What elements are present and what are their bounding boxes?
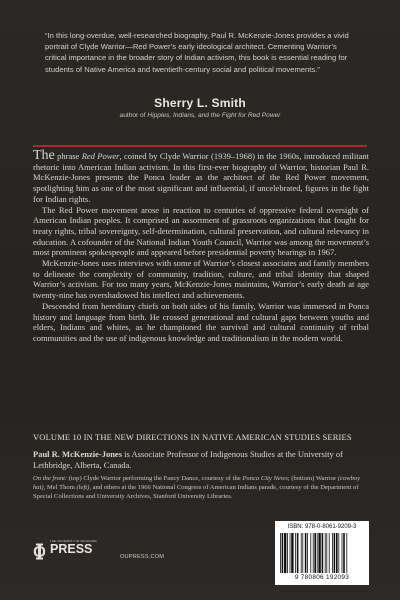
publisher-name: PRESS — [50, 542, 93, 556]
barcode-bar — [318, 533, 320, 573]
barcode-bar — [313, 533, 314, 573]
ou-logo-icon — [33, 543, 46, 560]
barcode-bar — [310, 533, 311, 573]
barcode-bar — [301, 533, 302, 573]
author-name: Paul R. McKenzie-Jones — [33, 449, 122, 459]
barcode-bar — [284, 533, 286, 573]
endorser-credential: author of Hippies, Indians, and the Fight for Red Power — [119, 112, 281, 119]
red-divider — [33, 145, 367, 147]
description-paragraph-4: Descended from hereditary chiefs on both sides of his family, Warrior was immersed in Ponca history and language from birth. He crossed generational and cultural gaps between youths and elders, Indians and whites, as he championed the survival and cultural continuity of tribal communities and the use of indigenous knowledge and traditionalism in the modern world. — [33, 300, 369, 343]
isbn-number: ISBN: 978-0-8061-9209-3 — [287, 524, 357, 530]
endorser-name: Sherry L. Smith — [154, 96, 246, 110]
isbn-barcode — [275, 521, 369, 585]
publisher-university: THE UNIVERSITY OF OKLAHOMA — [50, 539, 97, 543]
barcode-bar — [336, 533, 338, 573]
description-paragraph-1: The phrase Red Power, coined by Clyde Warrior (1939–1968) in the 1960s, introduced militant rhetoric into American Indian activism. In this first-ever biography of Warrior, historian Paul R. McKenzie-Jones presents the Ponca leader as the architect of the Red Power movement, spotlighting him as one of the most significant and influential, if uncelebrated, figures in the fight for Indian rights. — [33, 148, 369, 204]
barcode-bar — [295, 533, 296, 573]
endorser-book-title: Hippies, Indians, and the Fight for Red Power — [147, 112, 281, 119]
barcode-bar — [280, 533, 281, 573]
author-bio: Paul R. McKenzie-Jones is Associate Professor of Indigenous Studies at the University of Lethbridge, Alberta, Canada. — [33, 449, 343, 470]
barcode-bar — [282, 533, 284, 573]
barcode-bar — [302, 533, 303, 573]
barcode-bar — [334, 533, 336, 573]
barcode-bar — [346, 533, 347, 573]
barcode-bar — [322, 533, 324, 573]
endorser — [0, 96, 400, 119]
lead-word: The — [33, 148, 55, 163]
red-power-term: Red Power — [81, 151, 120, 161]
barcode-bar — [307, 533, 308, 573]
barcode-bar — [338, 533, 339, 573]
barcode-bar — [342, 533, 343, 573]
barcode-bar — [332, 533, 333, 573]
barcode-bar — [305, 533, 307, 573]
barcode-bar — [326, 533, 327, 573]
photo-credit: On the front: (top) Clyde Warrior performing the Fancy Dance, courtesy of the Ponca City News; (bottom) Warrior (cowboy hat), Mel Thom (left), and others at the 1966 National Congress of American Indians parade, courtesy of the Department of Special Collections and University Archives, Stanford University Libraries. — [33, 475, 361, 500]
barcode-bar — [314, 533, 316, 573]
barcode-bar — [325, 533, 326, 573]
description-paragraph-2: The Red Power movement arose in reaction to centuries of oppressive federal oversight of American Indian peoples. It comprised an assortment of grassroots organizations that fought for treaty rights, tribal sovereignty, self-determination, cultural preservation, and cultural relevancy in education. A cofounder of the National Indian Youth Council, Warrior was among the movement’s most prominent spokespeople and appeared before presidential poverty hearings in 1967. — [33, 204, 369, 258]
barcode-bar — [287, 533, 288, 573]
series-line: VOLUME 10 IN THE NEW DIRECTIONS IN NATIVE AMERICAN STUDIES SERIES — [33, 432, 352, 442]
barcode-bar — [290, 533, 291, 573]
barcode-digits: 9 780806 192093 — [294, 574, 350, 581]
barcode-bar — [343, 533, 345, 573]
barcode-bar — [291, 533, 293, 573]
barcode-bar — [297, 533, 299, 573]
endorsement-quote — [45, 30, 357, 75]
description-paragraph-3: McKenzie-Jones uses interviews with some of Warrior’s closest associates and family members to delineate the complexity of community, tradition, culture, and tribal identity that shaped Warrior’s activism. For too many years, McKenzie-Jones maintains, Warrior’s early death at age twenty-nine has overshadowed his intellect and achievements. — [33, 258, 369, 301]
publisher-url: OUPRESS.COM — [120, 554, 165, 560]
barcode-bars — [279, 533, 365, 573]
barcode-bar — [329, 533, 330, 573]
endorsement-text: “In this long-overdue, well-researched biography, Paul R. McKenzie-Jones provides a vivid portrait of Clyde Warrior—Red Power’s early ideological architect. Cementing Warrior’s critical importance in the broader story of Indian activism, this book is essential reading for students of Native America and twentieth-century social and political movements.” — [45, 31, 349, 74]
book-description — [33, 148, 369, 344]
publisher-wordmark — [50, 540, 97, 556]
barcode-bar — [317, 533, 318, 573]
